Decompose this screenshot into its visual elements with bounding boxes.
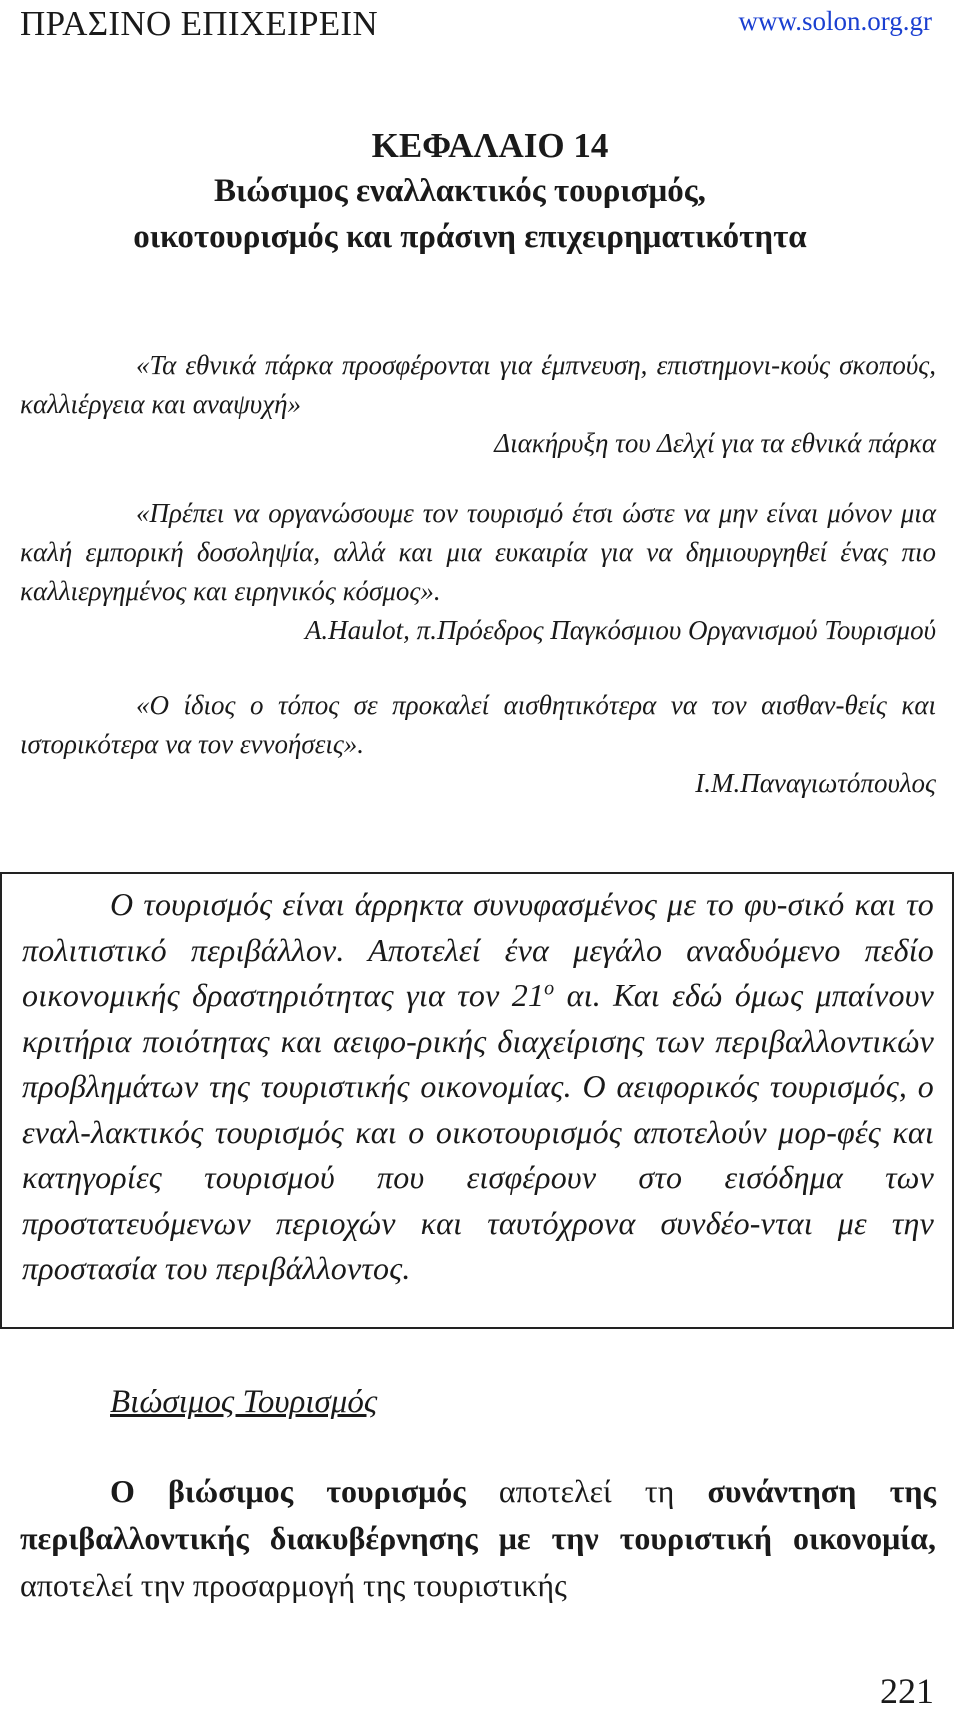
body-paragraph xyxy=(20,1468,936,1609)
quote-text: «Πρέπει να οργανώσουμε τον τουρισμό έτσι ώστε να μην είναι μόνον μια καλή εμπορική δοσοληψία, αλλά και μια ευκαιρία για να δημιουργηθεί ένας πιο καλλιεργημένος και ειρηνικός κόσμος». xyxy=(20,498,936,606)
running-header-title: ΠΡΑΣΙΝΟ ΕΠΙΧΕΙΡΕΙΝ xyxy=(20,4,378,43)
website-link[interactable]: www.solon.org.gr xyxy=(738,6,932,36)
summary-part1: Ο τουρισμός είναι άρρηκτα συνυφασμένος με το φυ-σικό και το πολιτιστικό περιβάλλον. Αποτελεί ένα μεγάλο αναδυόμενο πεδίο οικονομικής δραστηριότητας για τον 21 xyxy=(22,886,934,1013)
quote-text: «Τα εθνικά πάρκα προσφέρονται για έμπνευση, επιστημονι-κούς σκοπούς, καλλιέργεια και αναψυχή» xyxy=(20,350,936,419)
paragraph-text-1: αποτελεί τη xyxy=(465,1473,708,1509)
page-number: 221 xyxy=(880,1671,934,1711)
paragraph-text-2: αποτελεί την προσαρμογή της τουριστικής xyxy=(20,1567,567,1603)
bold-term-1: Ο βιώσιμος τουρισμός xyxy=(110,1473,466,1509)
quote-attribution: Ι.Μ.Παναγιωτόπουλος xyxy=(695,768,936,798)
epigraph-quote-2 xyxy=(20,494,936,650)
epigraph-quote-3 xyxy=(20,686,936,803)
summary-box xyxy=(0,872,954,1329)
chapter-number: ΚΕΦΑΛΑΙΟ 14 xyxy=(371,126,609,165)
chapter-title-line1: Βιώσιμος εναλλακτικός τουρισμός, xyxy=(214,173,706,209)
summary-text xyxy=(22,882,934,1292)
quote-attribution: A.Haulot, π.Πρόεδρος Παγκόσμιου Οργανισμού Τουρισμού xyxy=(304,615,936,645)
section-title: Βιώσιμος Τουρισμός xyxy=(110,1384,378,1420)
quote-attribution: Διακήρυξη του Δελχί για τα εθνικά πάρκα xyxy=(494,428,936,458)
chapter-heading xyxy=(0,124,960,260)
summary-part2: αι. Και εδώ όμως μπαίνουν κριτήρια ποιότητας και αειφο-ρικής διαχείρισης των περιβαλλοντικών προβλημάτων της τουριστικής οικονομίας. Ο αειφορικός τουρισμός, ο εναλ-λακτικός τουρισμός και ο οικοτουρισμός αποτελούν μορ-φές και κατηγορίες τουρισμού που εισφέρουν στο εισόδημα των προστατευόμενων περιοχών και ταυτόχρονα συνδέο-νται με την προστασία του περιβάλλοντος. xyxy=(22,977,934,1286)
chapter-title-line2: οικοτουρισμός και πράσινη επιχειρηματικότητα xyxy=(133,219,807,255)
bold-term-2: συνάντηση της περιβαλλοντικής διακυβέρνησης με την τουριστική οικονομία, xyxy=(20,1473,936,1556)
epigraph-quote-1 xyxy=(20,346,936,463)
ordinal-superscript: ο xyxy=(544,977,555,1000)
quote-text: «Ο ίδιος ο τόπος σε προκαλεί αισθητικότερα να τον αισθαν-θείς και ιστορικότερα να τον εννοήσεις». xyxy=(20,690,936,759)
